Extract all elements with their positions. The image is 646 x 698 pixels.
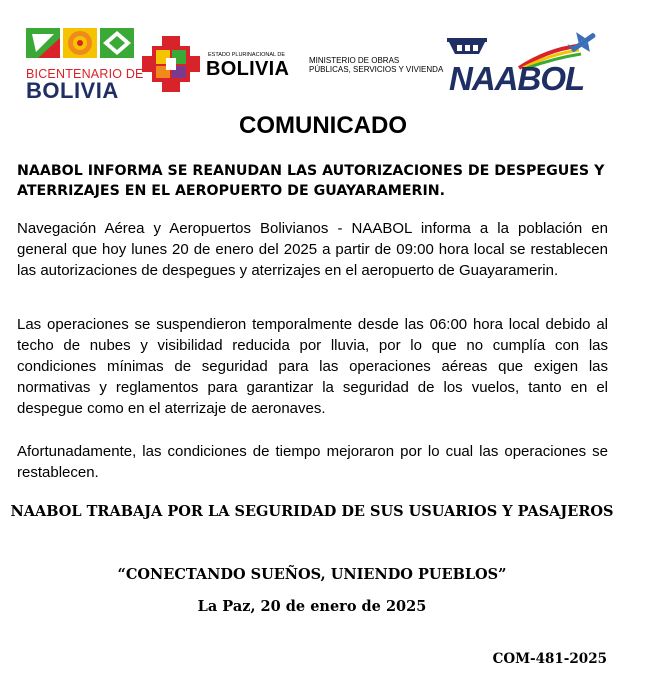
- estado-logo-big-text: BOLIVIA: [206, 58, 290, 80]
- safety-statement: NAABOL TRABAJA POR LA SEGURIDAD DE SUS USUARIOS Y PASAJEROS: [10, 503, 614, 520]
- bicentenario-logo-line1: BICENTENARIO DE: [26, 67, 144, 81]
- naabol-logo: [447, 30, 607, 96]
- chakana-emblem-icon: [142, 36, 200, 92]
- estado-logo-small-text: ESTADO PLURINACIONAL DE: [208, 52, 286, 58]
- motto: “CONECTANDO SUEÑOS, UNIENDO PUEBLOS”: [117, 566, 507, 583]
- page-title: COMUNICADO: [239, 112, 407, 139]
- letterhead: [0, 0, 646, 110]
- paragraph-resolution: Afortunadamente, las condiciones de tiempo mejoraron por lo cual las operaciones se restablecen.: [17, 443, 608, 481]
- bicentenario-logo-line2: BOLIVIA: [26, 78, 119, 103]
- naabol-wordmark: NAABOL: [449, 60, 585, 97]
- paragraph-suspension-details: Las operaciones se suspendieron temporalmente desde las 06:00 hora local debido al techo de nubes y visibilidad reducida por lluvia, por lo que no cumplía con las condiciones mínimas de seguridad para las operaciones aéreas que exigen las normativas y reglamentos para garantizar la seguridad de los vuelos, tanto en el despegue como en el aterrizaje de aeronaves.: [17, 316, 608, 417]
- ministerio-logo: [309, 56, 443, 74]
- ministerio-logo-line2: PÚBLICAS, SERVICIOS Y VIVIENDA: [309, 65, 444, 74]
- estado-plurinacional-logo: [142, 36, 294, 92]
- bicentenario-logo: [26, 26, 144, 103]
- ministerio-logo-line1: MINISTERIO DE OBRAS: [309, 56, 400, 65]
- paragraph-announcement: Navegación Aérea y Aeropuertos Bolivianos - NAABOL informa a la población en general que hoy lunes 20 de enero del 2025 a partir de 09:00 hora local se restablecen las autorizaciones de despegues y aterrizajes en el aeropuerto de Guayaramerin.: [17, 220, 608, 279]
- headline: NAABOL INFORMA SE REANUDAN LAS AUTORIZACIONES DE DESPEGUES Y ATERRIZAJES EN EL AEROPUERTO DE GUAYARAMERIN.: [17, 163, 605, 199]
- bicentenario-emblem-icon: [26, 26, 136, 60]
- reference-number: COM-481-2025: [492, 651, 607, 667]
- place-and-date: La Paz, 20 de enero de 2025: [197, 598, 427, 615]
